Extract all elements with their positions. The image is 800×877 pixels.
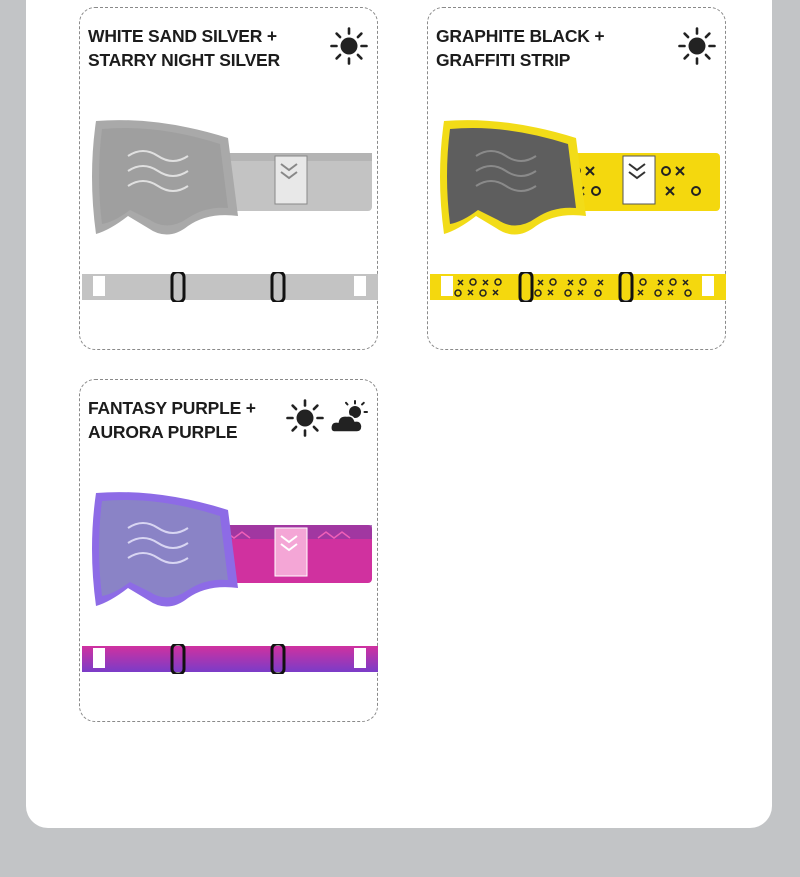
product-title-line2: STARRY NIGHT SILVER [88,50,280,70]
product-card-fantasy-purple[interactable] [79,379,378,722]
product-title [436,24,636,72]
weather-icons [329,26,369,66]
product-card-graphite-black[interactable] [427,7,726,350]
product-title-line1: WHITE SAND SILVER + [88,26,277,46]
weather-icons [285,398,369,438]
product-title-line2: AURORA PURPLE [88,422,238,442]
product-title-line2: GRAFFITI STRIP [436,50,571,70]
product-title-line1: FANTASY PURPLE + [88,398,256,418]
product-title [88,24,288,72]
weather-icons [677,26,717,66]
strap-image [80,644,379,674]
goggle-image [88,488,372,622]
goggle-image [436,116,720,250]
sun-icon [677,26,717,66]
product-title [88,396,288,444]
partly-cloudy-icon [329,398,369,438]
sun-icon [285,398,325,438]
sun-icon [329,26,369,66]
product-panel [26,0,772,828]
product-title-line1: GRAPHITE BLACK + [436,26,605,46]
product-card-white-sand-silver[interactable] [79,7,378,350]
strap-image [428,272,727,302]
strap-image [80,272,379,302]
goggle-image [88,116,372,250]
